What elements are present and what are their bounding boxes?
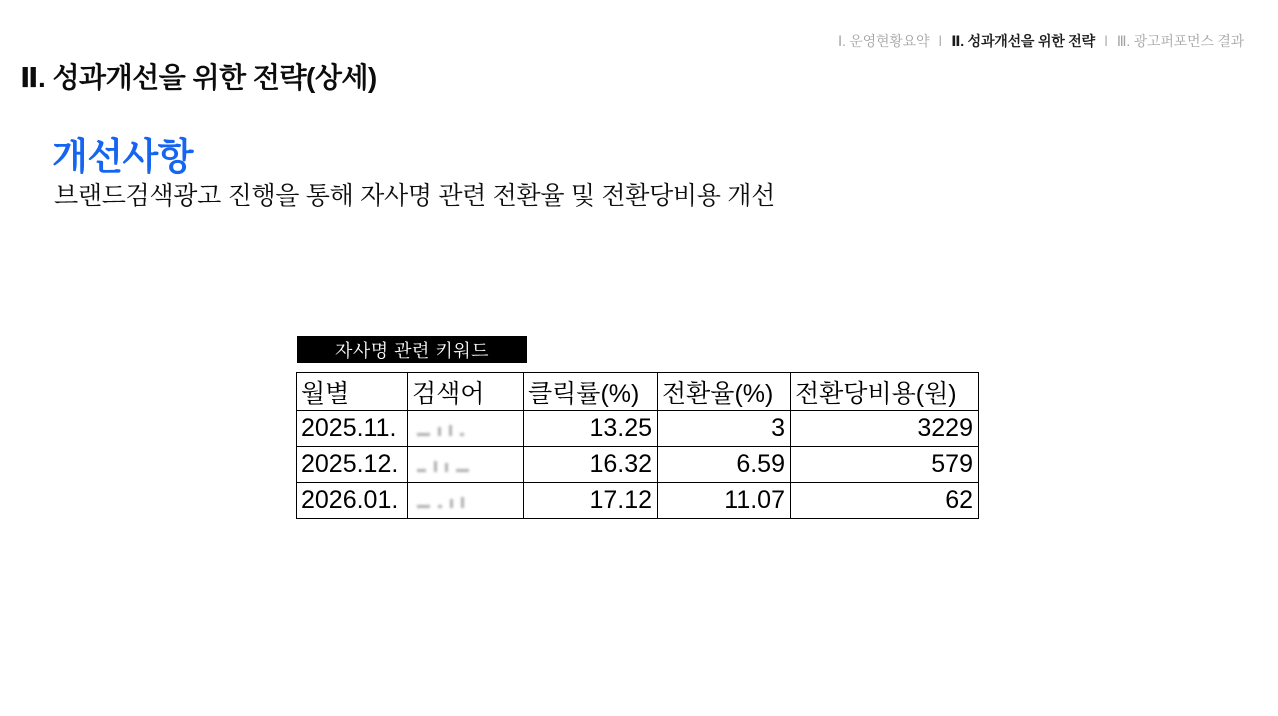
cell-cvr: 6.59 — [658, 447, 791, 483]
table-row — [297, 411, 979, 447]
cell-ctr: 16.32 — [524, 447, 658, 483]
col-header-keyword: 검색어 — [408, 373, 524, 411]
cell-month: 2025.11. — [297, 411, 408, 447]
cell-cpa: 62 — [791, 483, 979, 519]
cell-cvr: 11.07 — [658, 483, 791, 519]
col-header-cpa: 전환당비용(원) — [791, 373, 979, 411]
cell-keyword-redacted — [408, 447, 524, 483]
cell-keyword-redacted — [408, 411, 524, 447]
redacted-text — [417, 421, 519, 436]
table-row — [297, 483, 979, 519]
breadcrumb-item-operations-summary: Ⅰ. 운영현황요약 — [838, 33, 930, 49]
page-title: Ⅱ. 성과개선을 위한 전략(상세) — [20, 62, 377, 93]
col-header-cvr: 전환율(%) — [658, 373, 791, 411]
table-row — [297, 447, 979, 483]
breadcrumb — [838, 31, 1244, 51]
breadcrumb-item-ad-performance: Ⅲ. 광고퍼포먼스 결과 — [1116, 33, 1244, 49]
cell-ctr: 13.25 — [524, 411, 658, 447]
col-header-ctr: 클릭률(%) — [524, 373, 658, 411]
table-title-badge: 자사명 관련 키워드 — [297, 336, 527, 363]
cell-cpa: 579 — [791, 447, 979, 483]
cell-ctr: 17.12 — [524, 483, 658, 519]
section-heading: 개선사항 — [52, 136, 193, 177]
keyword-table — [296, 372, 979, 519]
section-subtitle: 브랜드검색광고 진행을 통해 자사명 관련 전환율 및 전환당비용 개선 — [54, 182, 775, 210]
breadcrumb-item-improvement-strategy: Ⅱ. 성과개선을 위한 전략 — [951, 33, 1095, 49]
cell-month: 2025.12. — [297, 447, 408, 483]
cell-cpa: 3229 — [791, 411, 979, 447]
col-header-month: 월별 — [297, 373, 408, 411]
cell-month: 2026.01. — [297, 483, 408, 519]
cell-keyword-redacted — [408, 483, 524, 519]
breadcrumb-separator: Ⅰ — [938, 32, 943, 49]
redacted-text — [417, 493, 519, 508]
cell-cvr: 3 — [658, 411, 791, 447]
table-header-row — [297, 373, 979, 411]
redacted-text — [417, 457, 519, 472]
breadcrumb-separator: Ⅰ — [1103, 32, 1108, 49]
